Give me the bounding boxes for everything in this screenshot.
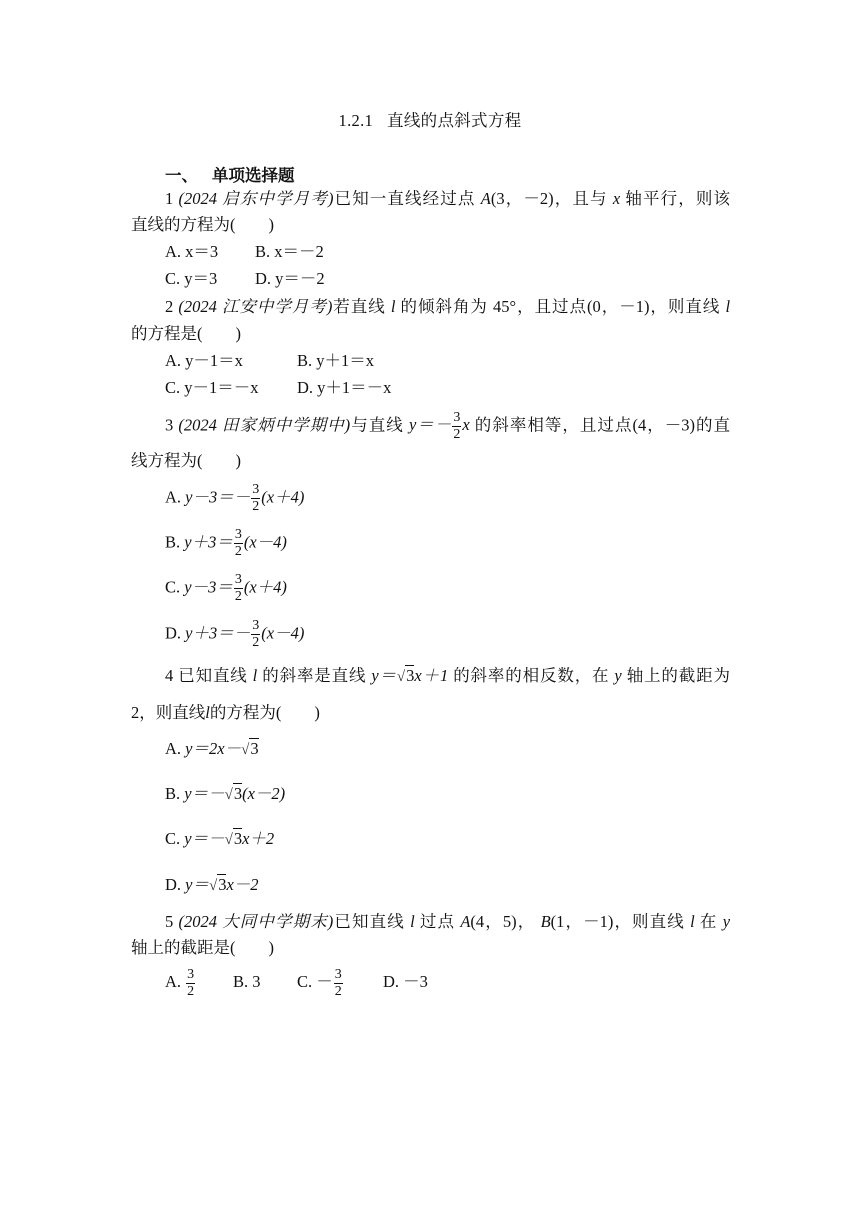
fraction: $\frac{3}{2}$ [234,572,242,604]
option-a: A. x＝3 [165,242,219,261]
section-number: 1.2.1 [338,111,374,130]
fraction: $\frac{3}{2}$ [252,482,260,514]
fraction: $\frac{3}{2}$ [334,966,342,999]
question-2-line-1: 2 (2024 江安中学月考)若直线 l 的倾斜角为 45°，且过点(0，－1)，则直线 l [165,297,731,316]
question-4-line-2: 2，则直线l的方程为( ) [131,703,320,722]
question-5-line-2: 轴上的截距是( ) [131,938,274,957]
question-3-line-2: 线方程为( ) [131,451,241,470]
square-root: √3 [241,739,259,758]
option-c: C. － $\frac{3}{2}$ [297,966,342,999]
fraction: $\frac{3}{2}$ [187,966,195,999]
question-3-option-c: C. y－3＝ $\frac{3}{2}$ (x＋4) [165,572,287,604]
question-1-line-2: 直线的方程为( ) [131,215,274,234]
question-2-source: (2024 江安中学月考) [178,297,333,316]
option-c: C. y－1＝－x [165,378,259,397]
question-3-option-b: B. y＋3＝ $\frac{3}{2}$ (x－4) [165,527,287,559]
question-2-options-row-2 [165,377,391,399]
question-5-source: (2024 大同中学期末) [178,912,334,931]
option-a: A. $\frac{3}{2}$ [165,966,195,999]
question-1-options-row-1 [165,241,324,263]
square-root: √3 [224,784,243,803]
option-d: D. －3 [383,972,428,991]
option-b: B. y＋1＝x [297,351,375,370]
option-a: A. y－1＝x [165,351,243,370]
square-root: √3 [396,666,415,685]
fraction: $\frac{3}{2}$ [453,410,461,442]
question-3-option-d: D. y＋3＝－ $\frac{3}{2}$ (x－4) [165,618,305,650]
section-heading [165,162,295,186]
question-4-option-d: D. y＝√3x－2 [165,874,259,897]
square-root: √3 [209,875,227,894]
question-5-line-1: 5 (2024 大同中学期末)已知直线 l 过点 A(4，5)， B(1，－1)，则直线 l 在 y [165,912,731,931]
question-4-option-b: B. y＝－√3(x－2) [165,783,285,806]
question-2-options-row-1 [165,350,374,372]
fraction: $\frac{3}{2}$ [234,527,242,559]
section-text: 单项选择题 [212,166,295,185]
page-title [0,107,860,131]
question-3-line-1: 3 (2024 田家炳中学期中)与直线 y＝－ $\frac{3}{2}$ x 的斜率相等，且过点(4，－3)的直 [165,410,731,442]
fraction: $\frac{3}{2}$ [252,618,260,650]
option-d: D. y＝－2 [255,269,325,288]
question-4-option-a: A. y＝2x－√3 [165,738,259,761]
section-mark: 一、 [165,166,198,185]
question-2-line-2: 的方程是( ) [131,324,241,343]
question-3-option-a: A. y－3＝－ $\frac{3}{2}$ (x＋4) [165,482,305,514]
question-1-source: (2024 启东中学月考) [178,189,334,208]
question-4-option-c: C. y＝－√3x＋2 [165,828,274,851]
question-3-source: (2024 田家炳中学期中) [178,415,351,435]
option-d: D. y＋1＝－x [297,378,392,397]
title-text: 直线的点斜式方程 [387,111,522,130]
question-1-line-1: 1 (2024 启东中学月考)已知一直线经过点 A(3，－2)，且与 x 轴平行，则该 [165,189,731,208]
option-b: B. x＝－2 [255,242,324,261]
option-c: C. y＝3 [165,269,218,288]
question-1-options-row-2 [165,268,325,290]
question-5-options [165,965,428,1000]
square-root: √3 [224,829,243,848]
option-b: B. 3 [233,972,261,991]
question-4-line-1: 4 已知直线 l 的斜率是直线 y＝√3x＋1 的斜率的相反数，在 y 轴上的截距为 [165,665,730,688]
